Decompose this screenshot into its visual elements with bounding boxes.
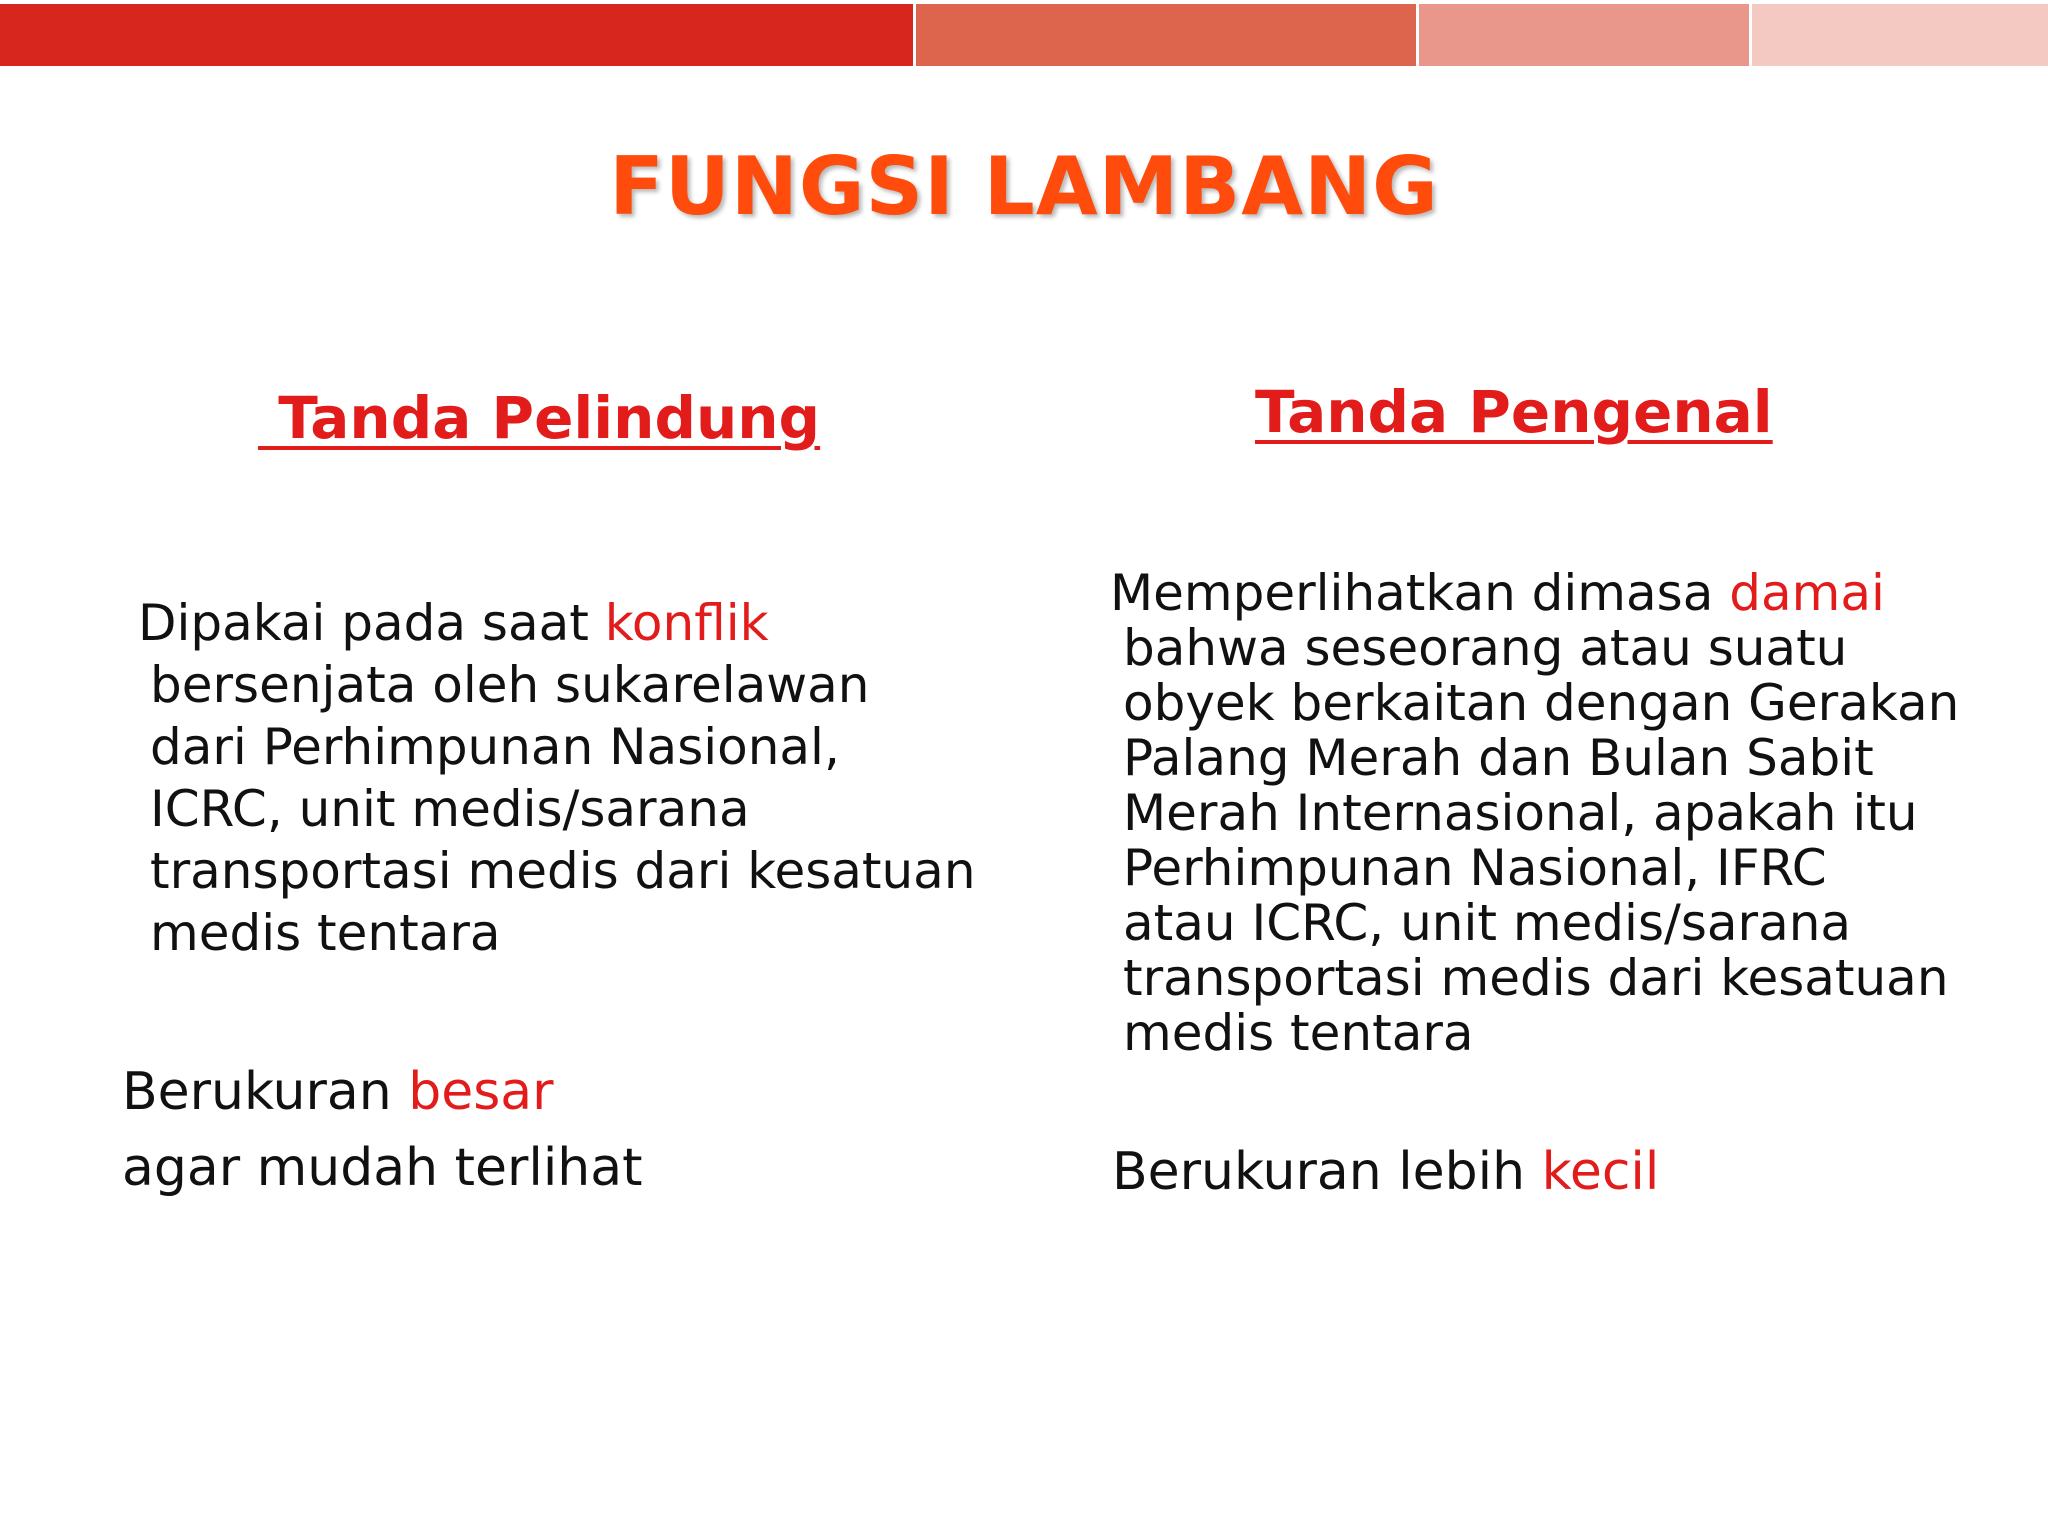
pengenal-line: atau ICRC, unit medis/sarana xyxy=(1123,894,1852,952)
pengenal-line: medis tentara xyxy=(1123,1004,1474,1062)
pelindung-line: dari Perhimpunan Nasional, xyxy=(150,718,840,776)
pelindung-description xyxy=(138,592,976,964)
heading-tanda-pelindung: Tanda Pelindung xyxy=(258,384,821,452)
pelindung-line: Dipakai pada saat konflik xyxy=(138,594,769,652)
heading-tanda-pengenal: Tanda Pengenal xyxy=(1255,378,1773,446)
pengenal-line: obyek berkaitan dengan Gerakan xyxy=(1123,674,1960,732)
pelindung-line: ICRC, unit medis/sarana xyxy=(150,780,750,838)
pelindung-line: medis tentara xyxy=(150,904,501,962)
pengenal-line: bahwa seseorang atau suatu xyxy=(1123,619,1848,677)
pelindung-size-note xyxy=(122,1054,642,1206)
pengenal-line: Palang Merah dan Bulan Sabit xyxy=(1123,729,1874,787)
pengenal-line: Memperlihatkan dimasa damai xyxy=(1110,564,1885,622)
pelindung-line: transportasi medis dari kesatuan xyxy=(150,842,976,900)
pengenal-line: Merah Internasional, apakah itu xyxy=(1123,784,1918,842)
pelindung-line: bersenjata oleh sukarelawan xyxy=(150,656,870,714)
pengenal-description xyxy=(1110,566,1959,1061)
bar-segment-4 xyxy=(1752,4,2048,66)
pelindung-size-line: agar mudah terlihat xyxy=(122,1138,643,1198)
pengenal-size-note: Berukuran lebih kecil xyxy=(1112,1142,1660,1202)
bar-segment-3 xyxy=(1419,4,1749,66)
pengenal-line: transportasi medis dari kesatuan xyxy=(1123,949,1949,1007)
pelindung-size-line: Berukuran besar xyxy=(122,1062,554,1122)
bar-segment-2 xyxy=(916,4,1416,66)
top-color-bar xyxy=(0,4,2048,66)
pengenal-line: Perhimpunan Nasional, IFRC xyxy=(1123,839,1827,897)
slide-title: FUNGSI LAMBANG xyxy=(609,140,1439,233)
bar-segment-1 xyxy=(0,4,913,66)
